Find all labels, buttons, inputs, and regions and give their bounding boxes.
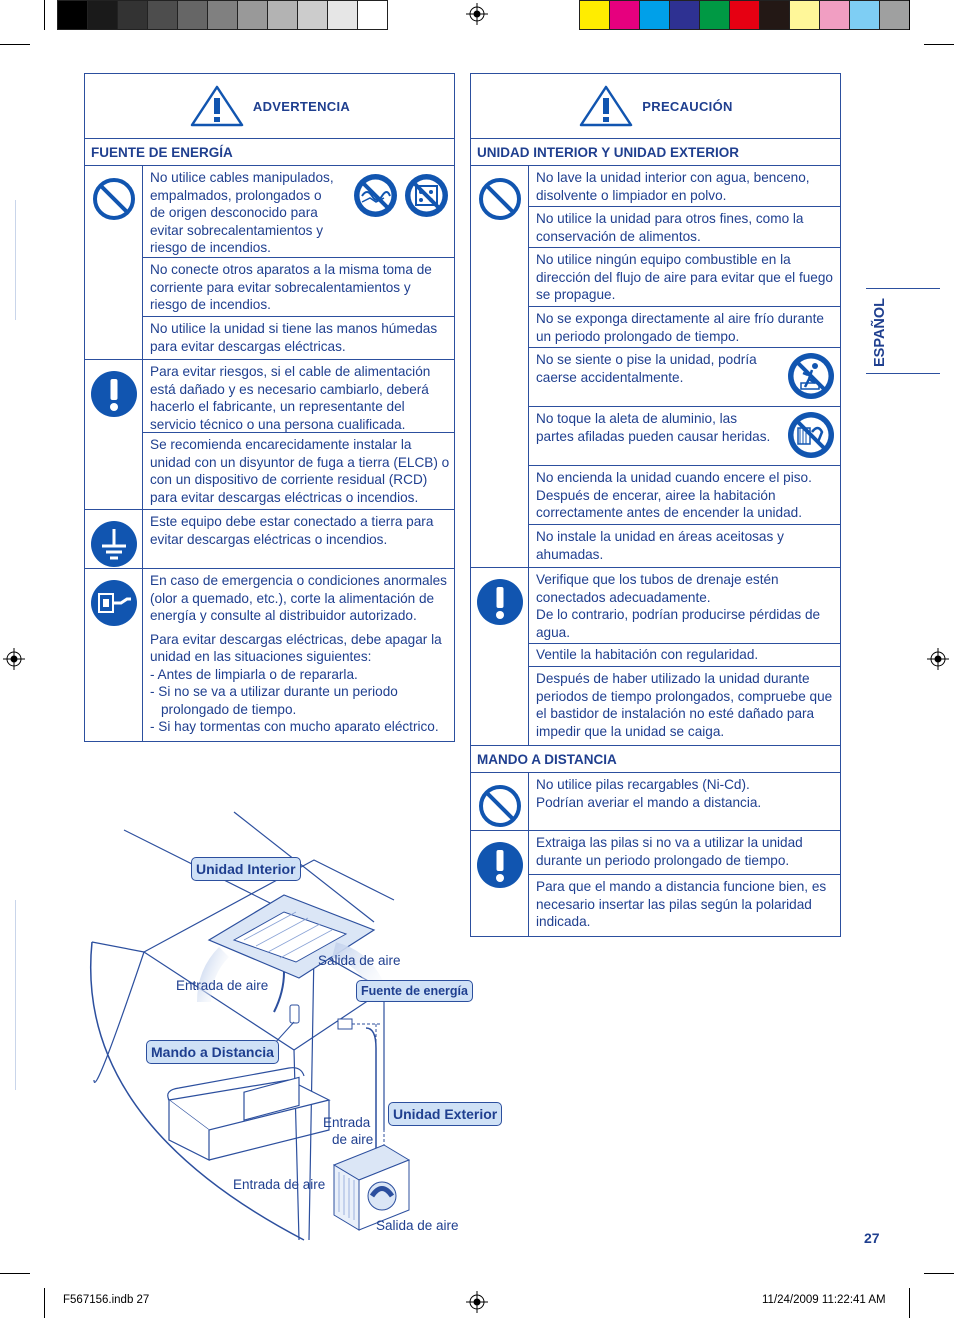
warning-group-prohibit [85,166,454,360]
prohibit-icon [91,176,137,222]
swatch [237,0,268,30]
swatch [357,0,388,30]
caution-text: No toque la aleta de aluminio, las partes afiladas pueden causar heridas. [536,411,771,444]
swatch [57,0,88,30]
swatch [729,0,760,30]
swatch [117,0,148,30]
bullet-item: - Antes de limpiarla o de repararla. [150,666,358,682]
icon-column [85,510,143,568]
swatch [297,0,328,30]
list-item [529,773,840,830]
icon-column [85,360,143,509]
warning-group-ground [85,510,454,569]
air-outlet-label: Salida de aire [318,953,401,968]
list-item: No utilice ningún equipo combustible en la dirección del flujo de aire para evitar que el fuego se propague. [529,248,840,307]
unplug-icon [90,579,138,627]
icon-column [471,166,529,567]
section-power-source: FUENTE DE ENERGÍA [85,139,454,166]
list-item: No se exponga directamente al aire frío durante un periodo prolongado de tiempo. [529,307,840,348]
page-number: 27 [864,1230,880,1246]
list-item [143,569,454,741]
footer-file: F567156.indb 27 [63,1294,150,1306]
icon-column [471,568,529,745]
swatch [87,0,118,30]
caution-text: Verifique que los tubos de drenaje estén conectados adecuadamente. [536,572,779,605]
air-inlet-label: Entrada [323,1115,371,1130]
mandatory-exclamation-icon [90,370,138,418]
swatch [879,0,910,30]
list-item: Para evitar riesgos, si el cable de alimentación está dañado y es necesario cambiarlo, deberá hacerlo el fabricante, un representante del servicio técnico o una persona cualificada. [143,360,454,433]
crop-mark [909,0,910,30]
swatch [609,0,640,30]
warning-text: Para evitar descargas eléctricas, debe apagar la unidad en las situaciones siguientes: [150,631,442,664]
caution-header [471,74,840,139]
crop-mark [0,44,30,45]
list-item: Ventile la habitación con regularidad. [529,644,840,667]
warning-text: En caso de emergencia o condiciones anormales (olor a quemado, etc.), corte la alimentación de energía y consulte al distribuidor autorizado. [150,573,447,623]
list-item: No encienda la unidad cuando encere el piso. Después de encerar, airee la habitación correctamente antes de encender la unidad. [529,466,840,525]
caution-group-remote-prohibit [471,773,840,831]
label-outdoor-unit: Unidad Exterior [388,1102,502,1126]
registration-mark-icon [466,3,488,25]
caution-text: De lo contrario, podrían producirse pérdidas de agua. [536,607,821,640]
air-outlet-label: Salida de aire [376,1218,459,1233]
swatch [579,0,610,30]
list-item: Este equipo debe estar conectado a tierra para evitar descargas eléctricas o incendios. [150,514,434,547]
mandatory-exclamation-icon [476,578,524,626]
list-item [529,348,840,407]
list-item: Después de haber utilizado la unidad durante periodos de tiempo prolongados, compruebe que el bastidor de instalación no esté dañado para impedir que la unidad se caiga. [536,671,833,739]
prohibit-icon [477,176,523,222]
list-item [529,407,840,466]
crop-mark [44,0,45,30]
warning-table [84,73,455,742]
warning-group-mandatory [85,360,454,510]
swatch [327,0,358,30]
label-remote-control: Mando a Distancia [146,1040,279,1064]
list-item: No utilice la unidad para otros fines, como la conservación de alimentos. [529,207,840,248]
swatch [669,0,700,30]
language-label: ESPAÑOL [872,297,888,367]
process-color-bar [579,0,909,30]
air-inlet-label: de aire [332,1132,374,1147]
crop-mark [924,44,954,45]
footer-datetime: 11/24/2009 11:22:41 AM [762,1294,886,1306]
caution-group-prohibit [471,166,840,568]
label-indoor-unit: Unidad Interior [191,857,301,881]
list-item: No conecte otros aparatos a la misma toma de corriente para evitar sobrecalentamientos y riesgo de incendios. [143,258,454,317]
list-item: No instale la unidad en áreas aceitosas y ahumadas. [536,529,784,562]
icon-column [85,569,143,741]
grayscale-bar [57,0,387,30]
margin-rule [15,200,16,320]
warning-triangle-icon [189,84,245,128]
caution-triangle-icon [578,84,634,128]
swatch [789,0,820,30]
icon-column [85,166,143,359]
registration-mark-icon [466,1291,488,1313]
swatch [639,0,670,30]
swatch [267,0,298,30]
swatch [177,0,208,30]
section-indoor-outdoor: UNIDAD INTERIOR Y UNIDAD EXTERIOR [471,139,840,166]
crop-mark [0,1273,30,1274]
air-inlet-label: Entrada de aire [233,1177,326,1192]
caution-text: No se siente o pise la unidad, podría caerse accidentalmente. [536,352,757,385]
crop-mark [909,1288,910,1318]
no-touch-fin-icon [786,410,836,460]
language-tab [866,288,940,374]
swatch [147,0,178,30]
warning-title: ADVERTENCIA [252,98,351,114]
list-item: Para que el mando a distancia funcione bien, es necesario insertar las pilas según la polaridad indicada. [536,879,827,929]
swatch [207,0,238,30]
air-inlet-label: Entrada de aire [176,978,269,993]
caution-table [470,73,841,937]
list-item: No utilice la unidad si tiene las manos húmedas para evitar descargas eléctricas. [150,321,438,354]
warning-group-unplug [85,569,454,741]
list-item [143,166,454,258]
no-stepping-icon [786,351,836,401]
bullet-item: - Si no se va a utilizar durante un periodo prolongado de tiempo. [150,684,398,717]
swatch [699,0,730,30]
ground-icon [90,520,138,568]
caution-group-remote-mandatory [471,831,840,936]
crop-mark [924,1273,954,1274]
list-item: No lave la unidad interior con agua, benceno, disolvente o limpiador en polvo. [529,166,840,207]
warning-text: No utilice cables manipulados, empalmados, prolongados o de origen desconocido para evitar sobrecalentamientos y riesgo de incendios. [150,170,334,255]
swatch [849,0,880,30]
margin-rule [15,900,16,1090]
registration-mark-icon [3,648,25,670]
caution-text: Podrían averiar el mando a distancia. [536,794,762,810]
section-remote-control: MANDO A DISTANCIA [471,745,840,773]
bullet-item: - Si hay tormentas con mucho aparato eléctrico. [150,719,439,734]
caution-text: No utilice pilas recargables (Ni-Cd). [536,777,750,792]
list-item [529,568,840,644]
warning-header [85,74,454,139]
list-item: Se recomienda encarecidamente instalar la unidad con un disyuntor de fuga a tierra (ELCB) o con un dispositivo de corriente residual (RCD) para evitar descargas eléctricas o incendios. [150,437,450,505]
swatch [759,0,790,30]
label-power-source: Fuente de energía [356,980,473,1002]
crop-mark [44,1288,45,1318]
registration-mark-icon [927,648,949,670]
swatch [819,0,850,30]
caution-group-mandatory [471,568,840,746]
damaged-cable-prohibited-icon [352,172,399,219]
caution-title: PRECAUCIÓN [642,98,733,114]
multi-socket-prohibited-icon [403,172,450,219]
list-item: Extraiga las pilas si no va a utilizar la unidad durante un periodo prolongado de tiempo. [529,831,840,875]
